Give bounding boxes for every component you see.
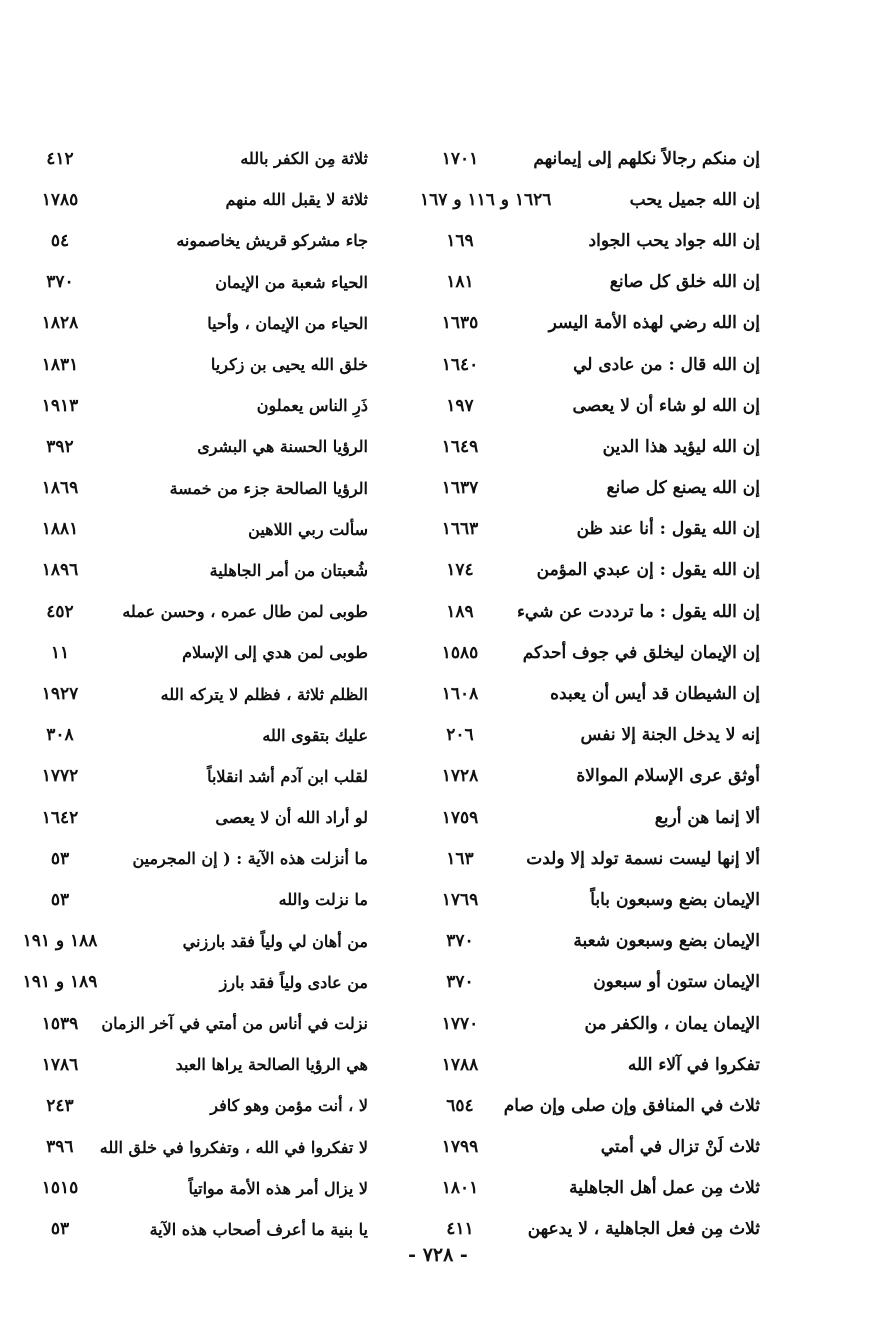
entry-ref-number: ١٧٥٩ [441, 807, 479, 828]
entry-ref-number: ١٦٩ [446, 230, 474, 251]
entry-ref-number: ٥٣ [50, 848, 70, 869]
index-entry [420, 179, 760, 220]
entry-ref-number: ٣٧٠ [46, 272, 74, 293]
index-entry [420, 303, 760, 344]
entry-ref-number: ١٧٠١ [441, 148, 479, 169]
entry-text: إن الله جميل يحب [629, 189, 760, 210]
entry-ref-number: ٣٠٨ [46, 725, 74, 746]
entry-text: الإيمان يمان ، والكفر من [584, 1013, 760, 1034]
entry-ref-number: ١٨٩ و ١٩١ [22, 972, 98, 993]
index-entry [20, 468, 368, 509]
entry-text: الرؤيا الحسنة هي البشرى [197, 437, 368, 457]
entry-text: الإيمان بضع وسبعون شعبة [573, 931, 760, 952]
index-entry [420, 385, 760, 426]
entry-text: ما أنزلت هذه الآية : ( إن المجرمين [132, 849, 368, 869]
entry-ref-number: ٥٣ [50, 889, 70, 910]
entry-ref-number: ١٦٤٢ [41, 807, 79, 828]
index-entry [20, 426, 368, 467]
entry-text: من أهان لي ولياً فقد بارزني [182, 931, 368, 951]
entry-ref-number: ٢٠٦ [446, 725, 474, 746]
entry-text: طوبى لمن هدي إلى الإسلام [182, 643, 368, 663]
entry-text: ثلاث مِن فعل الجاهلية ، لا يدعهن [527, 1219, 760, 1240]
index-entry [420, 879, 760, 920]
entry-text: إن الله رضي لهذه الأمة اليسر [548, 313, 760, 334]
entry-ref-number: ١٨٨ و ١٩١ [22, 931, 98, 952]
entry-text: إن الله يقول : ما ترددت عن شيء [516, 601, 760, 622]
entry-text: الحياء شعبة من الإيمان [215, 272, 368, 292]
entry-text: الحياء من الإيمان ، وأحيا [207, 313, 368, 333]
entry-text: ألا إنها ليست نسمة تولد إلا ولدت [526, 848, 760, 869]
index-entry [20, 550, 368, 591]
entry-text: إن الله جواد يحب الجواد [588, 230, 760, 251]
entry-text: أوثق عرى الإسلام الموالاة [576, 766, 760, 787]
entry-text: إنه لا يدخل الجنة إلا نفس [580, 725, 760, 746]
index-entry [420, 138, 760, 179]
entry-ref-number: ١٩٢٧ [41, 684, 79, 705]
index-entry [20, 262, 368, 303]
entry-ref-number: ١٧٦٩ [441, 889, 479, 910]
entry-ref-number: ١٦٤٠ [441, 354, 479, 375]
entry-text: ذَرِ الناس يعملون [256, 396, 368, 416]
index-entry [20, 921, 368, 962]
entry-text: لقلب ابن آدم أشد انقلاباً [207, 766, 368, 786]
entry-text: سألت ربي اللاهين [248, 519, 368, 539]
index-entry [20, 797, 368, 838]
entry-ref-number: ١٦٢٦ و ١١٦ و ١٦٧ [420, 189, 552, 210]
entry-text: إن الله لو شاء أن لا يعصى [572, 395, 760, 416]
index-entry [420, 262, 760, 303]
entry-ref-number: ١١ [50, 642, 70, 663]
entry-ref-number: ١٧٧٠ [441, 1013, 479, 1034]
index-entry [20, 1127, 368, 1168]
index-entry [420, 344, 760, 385]
entry-text: لا يزال أمر هذه الأمة مواتياً [188, 1178, 368, 1198]
index-entry [20, 179, 368, 220]
entry-text: الرؤيا الصالحة جزء من خمسة [169, 478, 368, 498]
entry-text: إن الله يقول : إن عبدي المؤمن [536, 560, 760, 581]
entry-ref-number: ١٨٠١ [441, 1178, 479, 1199]
index-entry [20, 220, 368, 261]
entry-text: ألا إنما هن أربع [654, 807, 760, 828]
index-entry [420, 1168, 760, 1209]
index-entry [420, 962, 760, 1003]
entry-ref-number: ٢٤٣ [46, 1095, 74, 1116]
index-entry [20, 756, 368, 797]
entry-ref-number: ٤٥٢ [46, 601, 74, 622]
index-entry [20, 1003, 368, 1044]
index-entry [20, 962, 368, 1003]
entry-ref-number: ١٦٠٨ [441, 684, 479, 705]
entry-ref-number: ١٧٨٥ [41, 189, 79, 210]
entry-text: لا تفكروا في الله ، وتفكروا في خلق الله [99, 1137, 368, 1157]
entry-ref-number: ١٧٧٢ [41, 766, 79, 787]
index-entry [420, 673, 760, 714]
entry-text: ثلاث في المنافق وإن صلى وإن صام [503, 1095, 760, 1116]
entry-text: خلق الله يحيى بن زكريا [210, 355, 368, 375]
index-entry [20, 303, 368, 344]
index-entry [20, 1085, 368, 1126]
entry-ref-number: ١٨١ [446, 272, 474, 293]
entry-text: يا بنية ما أعرف أصحاب هذه الآية [149, 1219, 368, 1239]
entry-text: جاء مشركو قريش يخاصمونه [176, 231, 368, 251]
entry-ref-number: ٤١٢ [46, 148, 74, 169]
entry-ref-number: ١٨٩٦ [41, 560, 79, 581]
entry-ref-number: ٣٩٦ [46, 1137, 74, 1158]
entry-text: إن الله يصنع كل صانع [606, 478, 760, 499]
entry-ref-number: ١٥١٥ [41, 1178, 79, 1199]
entry-text: هي الرؤيا الصالحة يراها العبد [175, 1055, 368, 1075]
entry-text: الظلم ثلاثة ، فظلم لا يتركه الله [160, 684, 368, 704]
entry-text: لا ، أنت مؤمن وهو كافر [210, 1096, 368, 1116]
entry-text: طوبى لمن طال عمره ، وحسن عمله [122, 602, 368, 622]
index-entry [420, 756, 760, 797]
entry-ref-number: ٥٣ [50, 1219, 70, 1240]
index-entry [20, 344, 368, 385]
entry-text: من عادى ولياً فقد بارز [219, 972, 368, 992]
entry-ref-number: ١٦٣٧ [441, 478, 479, 499]
entry-text: الإيمان بضع وسبعون باباً [590, 889, 760, 910]
index-entry [20, 509, 368, 550]
entry-text: ثلاث مِن عمل أهل الجاهلية [569, 1178, 760, 1199]
entry-ref-number: ١٩٧ [446, 395, 474, 416]
index-entry [20, 385, 368, 426]
entry-text: إن الشيطان قد أيس أن يعبده [550, 684, 760, 705]
index-entry [420, 838, 760, 879]
entry-text: شُعبتان من أمر الجاهلية [209, 560, 368, 580]
entry-ref-number: ١٨٢٨ [41, 313, 79, 334]
index-entry [420, 1044, 760, 1085]
index-entry [20, 879, 368, 920]
entry-text: إن منكم رجالاً نكلهم إلى إيمانهم [533, 148, 760, 169]
index-entry [20, 1168, 368, 1209]
index-entry [420, 509, 760, 550]
entry-ref-number: ٦٥٤ [446, 1095, 474, 1116]
index-entry [420, 220, 760, 261]
entry-text: إن الله قال : من عادى لي [573, 354, 760, 375]
entry-ref-number: ١٨٣١ [41, 354, 79, 375]
entry-text: تفكروا في آلاء الله [627, 1054, 760, 1075]
entry-ref-number: ١٧٨٨ [441, 1054, 479, 1075]
entry-text: إن الإيمان ليخلق في جوف أحدكم [522, 642, 760, 663]
entry-ref-number: ١٦٦٣ [441, 519, 479, 540]
entry-ref-number: ١٧٢٨ [441, 766, 479, 787]
entry-ref-number: ١٦٤٩ [441, 436, 479, 457]
entry-ref-number: ٣٧٠ [446, 972, 474, 993]
entry-text: ثلاث لَنْ تزال في أمتي [600, 1137, 760, 1158]
entry-text: إن الله ليؤيد هذا الدين [602, 436, 760, 457]
entry-ref-number: ١٧٨٦ [41, 1054, 79, 1075]
entry-ref-number: ٣٧٠ [446, 931, 474, 952]
entry-ref-number: ٥٤ [50, 230, 70, 251]
index-entry [420, 797, 760, 838]
entry-text: ثلاثة مِن الكفر بالله [240, 149, 368, 169]
entry-ref-number: ١٨٨١ [41, 519, 79, 540]
index-entry [20, 1044, 368, 1085]
entry-text: ثلاثة لا يقبل الله منهم [225, 190, 368, 210]
entry-ref-number: ١٧٩٩ [441, 1137, 479, 1158]
entry-text: عليك بتقوى الله [262, 725, 368, 745]
page-number: - ٧٢٨ - [408, 1244, 468, 1266]
index-entry [20, 591, 368, 632]
entry-ref-number: ١٦٣٥ [441, 313, 479, 334]
entry-ref-number: ١٨٦٩ [41, 478, 79, 499]
index-entry [420, 1003, 760, 1044]
index-entry [420, 921, 760, 962]
entry-text: لو أراد الله أن لا يعصى [215, 808, 368, 828]
entry-text: نزلت في أناس من أمتي في آخر الزمان [101, 1014, 368, 1034]
entry-text: الإيمان ستون أو سبعون [593, 972, 760, 993]
index-entry [420, 632, 760, 673]
index-entry [20, 838, 368, 879]
index-entry [420, 426, 760, 467]
index-entry [420, 1085, 760, 1126]
index-column-left [20, 138, 368, 1250]
index-entry [420, 715, 760, 756]
entry-ref-number: ١٥٨٥ [441, 642, 479, 663]
index-column-right [420, 138, 760, 1250]
index-entry [20, 138, 368, 179]
entry-ref-number: ١٦٣ [446, 848, 474, 869]
entry-text: ما نزلت والله [278, 890, 368, 910]
index-entry [420, 468, 760, 509]
entry-ref-number: ١٥٣٩ [41, 1013, 79, 1034]
index-entry [420, 591, 760, 632]
entry-ref-number: ١٧٤ [446, 560, 474, 581]
index-entry [20, 715, 368, 756]
entry-ref-number: ٤١١ [446, 1219, 474, 1240]
index-entry [20, 632, 368, 673]
index-entry [420, 1127, 760, 1168]
entry-ref-number: ١٨٩ [446, 601, 474, 622]
index-entry [420, 550, 760, 591]
entry-text: إن الله خلق كل صانع [609, 272, 760, 293]
entry-text: إن الله يقول : أنا عند ظن [576, 519, 760, 540]
index-entry [20, 673, 368, 714]
entry-ref-number: ٣٩٢ [46, 436, 74, 457]
entry-ref-number: ١٩١٣ [41, 395, 79, 416]
